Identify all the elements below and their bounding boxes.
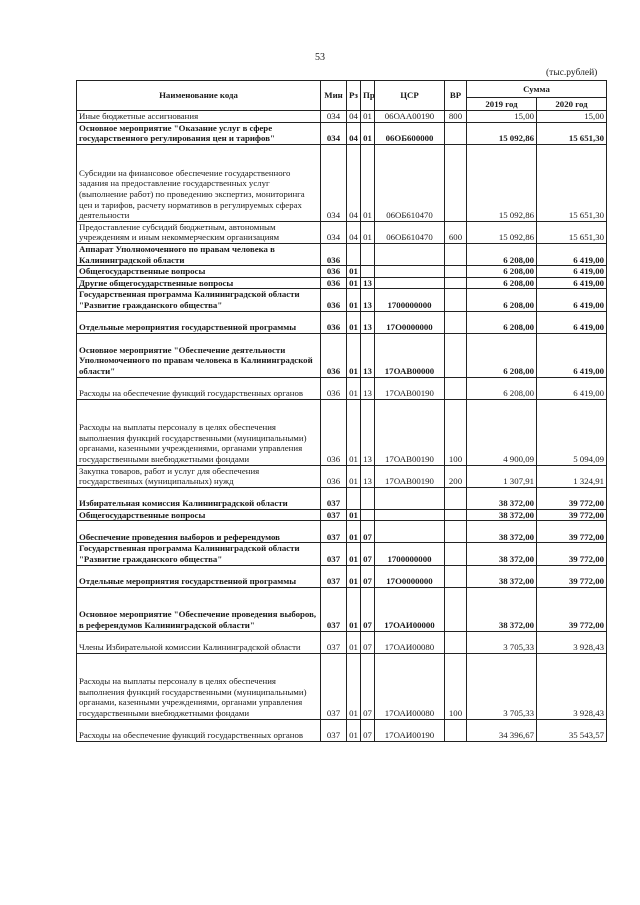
cell-vr bbox=[445, 122, 467, 144]
cell-2019: 1 307,91 bbox=[467, 465, 537, 487]
cell-pr: 01 bbox=[361, 111, 375, 123]
cell-rz: 01 bbox=[347, 465, 361, 487]
cell-vr bbox=[445, 631, 467, 653]
cell-vr: 800 bbox=[445, 111, 467, 123]
cell-2020: 6 419,00 bbox=[537, 377, 607, 399]
cell-2019: 15 092,86 bbox=[467, 122, 537, 144]
cell-pr bbox=[361, 243, 375, 265]
cell-name: Расходы на выплаты персоналу в целях обеспечения выполнения функций государственными (муниципальными) органами, казенными учреждениями, органами управления государственными внебюджетными фондами bbox=[77, 399, 321, 465]
cell-vr bbox=[445, 719, 467, 741]
table-row bbox=[77, 221, 607, 243]
cell-min: 034 bbox=[321, 221, 347, 243]
page-number: 53 bbox=[315, 52, 325, 63]
cell-name: Субсидии на финансовое обеспечение государственного задания на предоставление государственных услуг (выполнение работ) по проведению экспертиз, мониторинга цен и тарифов, расчету нормативов в регулируемых сферах деятельности bbox=[77, 144, 321, 221]
table-row bbox=[77, 122, 607, 144]
cell-csr: 17ОАИ00190 bbox=[375, 719, 445, 741]
cell-csr: 06ОБ610470 bbox=[375, 221, 445, 243]
cell-csr: 17ОАИ00080 bbox=[375, 631, 445, 653]
cell-min: 037 bbox=[321, 487, 347, 509]
cell-csr: 17ОАВ00190 bbox=[375, 465, 445, 487]
cell-csr bbox=[375, 487, 445, 509]
cell-name: Обеспечение проведения выборов и референдумов bbox=[77, 521, 321, 543]
cell-min: 036 bbox=[321, 266, 347, 278]
header-sum: Сумма bbox=[467, 81, 607, 98]
cell-pr: 07 bbox=[361, 521, 375, 543]
cell-min: 034 bbox=[321, 144, 347, 221]
cell-name: Государственная программа Калининградской области "Развитие гражданского общества" bbox=[77, 289, 321, 311]
cell-pr bbox=[361, 509, 375, 521]
header-name: Наименование кода bbox=[77, 81, 321, 111]
header-2020: 2020 год bbox=[537, 98, 607, 111]
table-row bbox=[77, 289, 607, 311]
cell-2020: 39 772,00 bbox=[537, 487, 607, 509]
cell-min: 036 bbox=[321, 465, 347, 487]
cell-2019: 15 092,86 bbox=[467, 221, 537, 243]
table-row bbox=[77, 266, 607, 278]
cell-pr: 01 bbox=[361, 221, 375, 243]
table-row bbox=[77, 487, 607, 509]
header-min: Мин bbox=[321, 81, 347, 111]
cell-vr bbox=[445, 289, 467, 311]
cell-vr bbox=[445, 587, 467, 631]
cell-min: 037 bbox=[321, 565, 347, 587]
cell-name: Закупка товаров, работ и услуг для обеспечения государственных (муниципальных) нужд bbox=[77, 465, 321, 487]
cell-vr: 200 bbox=[445, 465, 467, 487]
table-row bbox=[77, 377, 607, 399]
cell-min: 034 bbox=[321, 111, 347, 123]
header-csr: ЦСР bbox=[375, 81, 445, 111]
table-row bbox=[77, 653, 607, 719]
cell-rz: 01 bbox=[347, 719, 361, 741]
table-row bbox=[77, 631, 607, 653]
cell-csr: 06ОБ600000 bbox=[375, 122, 445, 144]
cell-name: Аппарат Уполномоченного по правам человека в Калининградской области bbox=[77, 243, 321, 265]
cell-rz: 04 bbox=[347, 111, 361, 123]
cell-2019: 38 372,00 bbox=[467, 509, 537, 521]
cell-rz bbox=[347, 243, 361, 265]
cell-min: 037 bbox=[321, 653, 347, 719]
cell-2020: 39 772,00 bbox=[537, 587, 607, 631]
cell-2020: 6 419,00 bbox=[537, 277, 607, 289]
cell-2019: 15 092,86 bbox=[467, 144, 537, 221]
cell-pr: 13 bbox=[361, 377, 375, 399]
cell-vr bbox=[445, 333, 467, 377]
table-row bbox=[77, 243, 607, 265]
cell-2020: 6 419,00 bbox=[537, 289, 607, 311]
cell-csr: 17О0000000 bbox=[375, 311, 445, 333]
cell-rz: 01 bbox=[347, 333, 361, 377]
table-row bbox=[77, 277, 607, 289]
cell-2020: 5 094,09 bbox=[537, 399, 607, 465]
cell-csr bbox=[375, 509, 445, 521]
cell-pr bbox=[361, 266, 375, 278]
cell-rz: 01 bbox=[347, 509, 361, 521]
cell-pr: 13 bbox=[361, 289, 375, 311]
cell-rz: 01 bbox=[347, 653, 361, 719]
cell-2019: 34 396,67 bbox=[467, 719, 537, 741]
cell-name: Отдельные мероприятия государственной программы bbox=[77, 565, 321, 587]
header-pr: Пр bbox=[361, 81, 375, 111]
cell-2020: 39 772,00 bbox=[537, 543, 607, 565]
cell-min: 036 bbox=[321, 377, 347, 399]
cell-rz bbox=[347, 487, 361, 509]
cell-min: 034 bbox=[321, 122, 347, 144]
cell-vr bbox=[445, 277, 467, 289]
cell-2020: 6 419,00 bbox=[537, 333, 607, 377]
cell-2019: 4 900,09 bbox=[467, 399, 537, 465]
cell-pr bbox=[361, 487, 375, 509]
cell-pr: 13 bbox=[361, 277, 375, 289]
cell-rz: 04 bbox=[347, 122, 361, 144]
cell-2020: 15,00 bbox=[537, 111, 607, 123]
cell-2020: 15 651,30 bbox=[537, 122, 607, 144]
cell-2020: 39 772,00 bbox=[537, 565, 607, 587]
cell-2019: 6 208,00 bbox=[467, 311, 537, 333]
cell-min: 036 bbox=[321, 243, 347, 265]
cell-rz: 01 bbox=[347, 543, 361, 565]
cell-vr bbox=[445, 377, 467, 399]
table-row bbox=[77, 399, 607, 465]
cell-2020: 6 419,00 bbox=[537, 266, 607, 278]
cell-name: Основное мероприятие "Обеспечение деятельности Уполномоченного по правам человека в Калининградской области" bbox=[77, 333, 321, 377]
cell-csr bbox=[375, 266, 445, 278]
table-row bbox=[77, 333, 607, 377]
cell-min: 037 bbox=[321, 543, 347, 565]
cell-csr: 17ОАВ00190 bbox=[375, 377, 445, 399]
table-row bbox=[77, 565, 607, 587]
cell-name: Другие общегосударственные вопросы bbox=[77, 277, 321, 289]
cell-2019: 38 372,00 bbox=[467, 521, 537, 543]
cell-2019: 6 208,00 bbox=[467, 277, 537, 289]
units-note: (тыс.рублей) bbox=[546, 68, 598, 78]
cell-name: Основное мероприятие "Обеспечение проведения выборов, в референдумов Калининградской области" bbox=[77, 587, 321, 631]
cell-vr bbox=[445, 487, 467, 509]
cell-name: Иные бюджетные ассигнования bbox=[77, 111, 321, 123]
cell-min: 036 bbox=[321, 399, 347, 465]
cell-name: Государственная программа Калининградской области "Развитие гражданского общества" bbox=[77, 543, 321, 565]
cell-name: Расходы на выплаты персоналу в целях обеспечения выполнения функций государственными (муниципальными) органами, казенными учреждениями, органами управления государственными внебюджетными фондами bbox=[77, 653, 321, 719]
cell-csr: 17ОАИ00000 bbox=[375, 587, 445, 631]
cell-2019: 38 372,00 bbox=[467, 543, 537, 565]
header-rz: Рз bbox=[347, 81, 361, 111]
cell-csr: 17ОАВ00000 bbox=[375, 333, 445, 377]
cell-2019: 38 372,00 bbox=[467, 587, 537, 631]
cell-2019: 6 208,00 bbox=[467, 377, 537, 399]
cell-vr bbox=[445, 565, 467, 587]
cell-csr bbox=[375, 243, 445, 265]
cell-2020: 39 772,00 bbox=[537, 509, 607, 521]
header-2019: 2019 год bbox=[467, 98, 537, 111]
cell-2019: 6 208,00 bbox=[467, 266, 537, 278]
cell-min: 036 bbox=[321, 277, 347, 289]
cell-rz: 01 bbox=[347, 399, 361, 465]
cell-name: Избирательная комиссия Калининградской области bbox=[77, 487, 321, 509]
cell-csr: 17ОАВ00190 bbox=[375, 399, 445, 465]
cell-2019: 3 705,33 bbox=[467, 653, 537, 719]
cell-rz: 01 bbox=[347, 565, 361, 587]
cell-2019: 6 208,00 bbox=[467, 243, 537, 265]
cell-2020: 3 928,43 bbox=[537, 631, 607, 653]
cell-rz: 01 bbox=[347, 521, 361, 543]
cell-csr: 17О0000000 bbox=[375, 565, 445, 587]
cell-pr: 01 bbox=[361, 144, 375, 221]
table-body bbox=[77, 111, 607, 742]
cell-name: Предоставление субсидий бюджетным, автономным учреждениям и иным некоммерческим организациям bbox=[77, 221, 321, 243]
cell-2019: 6 208,00 bbox=[467, 333, 537, 377]
cell-vr bbox=[445, 266, 467, 278]
cell-name: Члены Избирательной комиссии Калининградской области bbox=[77, 631, 321, 653]
cell-csr: 06ОАА00190 bbox=[375, 111, 445, 123]
table-row bbox=[77, 521, 607, 543]
cell-vr bbox=[445, 543, 467, 565]
cell-rz: 01 bbox=[347, 289, 361, 311]
cell-2020: 35 543,57 bbox=[537, 719, 607, 741]
header-vr: ВР bbox=[445, 81, 467, 111]
cell-2020: 3 928,43 bbox=[537, 653, 607, 719]
cell-pr: 07 bbox=[361, 587, 375, 631]
cell-csr: 1700000000 bbox=[375, 289, 445, 311]
cell-vr: 100 bbox=[445, 653, 467, 719]
cell-2019: 6 208,00 bbox=[467, 289, 537, 311]
cell-2019: 38 372,00 bbox=[467, 487, 537, 509]
cell-rz: 04 bbox=[347, 221, 361, 243]
cell-name: Общегосударственные вопросы bbox=[77, 509, 321, 521]
cell-csr bbox=[375, 521, 445, 543]
table-row bbox=[77, 719, 607, 741]
cell-min: 036 bbox=[321, 311, 347, 333]
cell-name: Расходы на обеспечение функций государственных органов bbox=[77, 719, 321, 741]
cell-name: Основное мероприятие "Оказание услуг в сфере государственного регулирования цен и тарифов" bbox=[77, 122, 321, 144]
cell-2019: 15,00 bbox=[467, 111, 537, 123]
cell-2020: 6 419,00 bbox=[537, 243, 607, 265]
table-row bbox=[77, 509, 607, 521]
cell-min: 037 bbox=[321, 719, 347, 741]
cell-min: 037 bbox=[321, 521, 347, 543]
cell-pr: 07 bbox=[361, 631, 375, 653]
cell-pr: 07 bbox=[361, 565, 375, 587]
cell-min: 037 bbox=[321, 587, 347, 631]
cell-2020: 1 324,91 bbox=[537, 465, 607, 487]
cell-2019: 38 372,00 bbox=[467, 565, 537, 587]
table-row bbox=[77, 111, 607, 123]
cell-name: Расходы на обеспечение функций государственных органов bbox=[77, 377, 321, 399]
cell-2020: 39 772,00 bbox=[537, 521, 607, 543]
cell-pr: 13 bbox=[361, 399, 375, 465]
cell-vr bbox=[445, 311, 467, 333]
cell-2020: 6 419,00 bbox=[537, 311, 607, 333]
cell-rz: 01 bbox=[347, 266, 361, 278]
cell-vr bbox=[445, 521, 467, 543]
cell-name: Отдельные мероприятия государственной программы bbox=[77, 311, 321, 333]
cell-pr: 07 bbox=[361, 719, 375, 741]
cell-min: 036 bbox=[321, 333, 347, 377]
cell-vr: 100 bbox=[445, 399, 467, 465]
cell-rz: 01 bbox=[347, 587, 361, 631]
cell-rz: 01 bbox=[347, 631, 361, 653]
table-row bbox=[77, 543, 607, 565]
cell-2020: 15 651,30 bbox=[537, 144, 607, 221]
table-row bbox=[77, 587, 607, 631]
cell-rz: 01 bbox=[347, 377, 361, 399]
cell-rz: 01 bbox=[347, 311, 361, 333]
cell-vr bbox=[445, 509, 467, 521]
cell-rz: 04 bbox=[347, 144, 361, 221]
cell-pr: 13 bbox=[361, 465, 375, 487]
cell-min: 037 bbox=[321, 509, 347, 521]
cell-vr bbox=[445, 243, 467, 265]
cell-min: 037 bbox=[321, 631, 347, 653]
cell-csr: 06ОБ610470 bbox=[375, 144, 445, 221]
cell-vr bbox=[445, 144, 467, 221]
cell-pr: 13 bbox=[361, 333, 375, 377]
cell-pr: 07 bbox=[361, 543, 375, 565]
table-row bbox=[77, 311, 607, 333]
cell-csr: 1700000000 bbox=[375, 543, 445, 565]
cell-min: 036 bbox=[321, 289, 347, 311]
cell-vr: 600 bbox=[445, 221, 467, 243]
table-row bbox=[77, 144, 607, 221]
cell-csr: 17ОАИ00080 bbox=[375, 653, 445, 719]
budget-table bbox=[76, 80, 607, 742]
cell-2019: 3 705,33 bbox=[467, 631, 537, 653]
cell-csr bbox=[375, 277, 445, 289]
cell-2020: 15 651,30 bbox=[537, 221, 607, 243]
cell-rz: 01 bbox=[347, 277, 361, 289]
cell-pr: 13 bbox=[361, 311, 375, 333]
cell-pr: 01 bbox=[361, 122, 375, 144]
cell-pr: 07 bbox=[361, 653, 375, 719]
cell-name: Общегосударственные вопросы bbox=[77, 266, 321, 278]
table-row bbox=[77, 465, 607, 487]
